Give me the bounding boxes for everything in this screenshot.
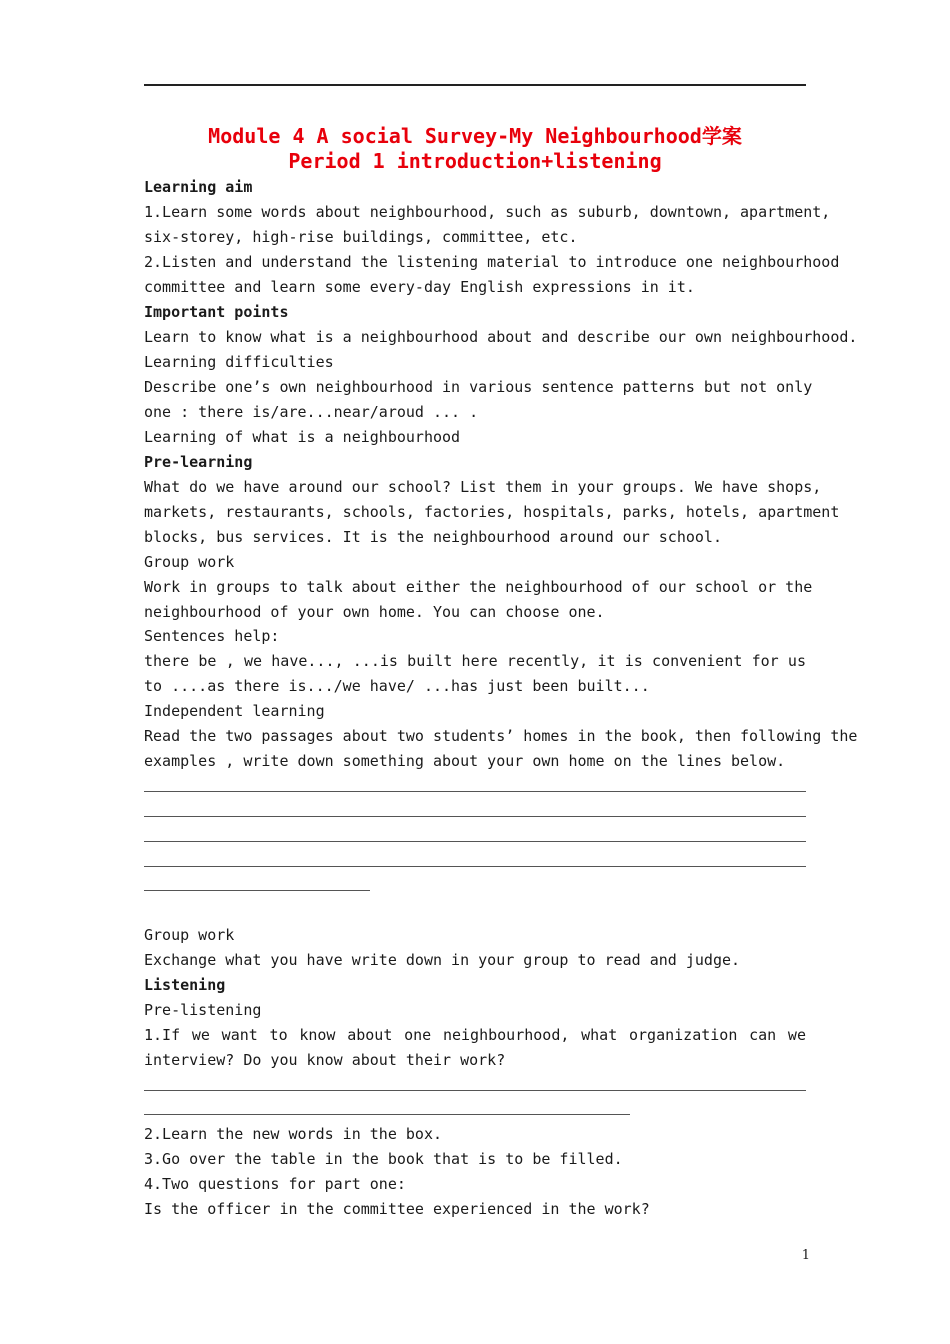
learning-of-neighbourhood: Learning of what is a neighbourhood (144, 428, 461, 446)
listening-question-3: 3.Go over the table in the book that is to be filled. (144, 1150, 623, 1168)
answer-line[interactable] (144, 1090, 806, 1091)
group-work-heading: Group work (144, 553, 235, 571)
sentences-help-line-1: there be , we have..., ...is built here recently, it is convenient for us (144, 652, 806, 670)
pre-learning-heading: Pre-learning (144, 453, 253, 471)
learning-aim-heading: Learning aim (144, 178, 253, 196)
independent-learning-line-1: Read the two passages about two students’ homes in the book, then following the (144, 727, 858, 745)
pre-learning-line-1: What do we have around our school? List them in your groups. We have shops, (144, 478, 822, 496)
independent-learning-line-2: examples , write down something about your own home on the lines below. (144, 752, 786, 770)
answer-line[interactable] (144, 841, 806, 842)
group-work-line-2: neighbourhood of your own home. You can choose one. (144, 603, 605, 621)
answer-line[interactable] (144, 791, 806, 792)
answer-line[interactable] (144, 890, 370, 891)
answer-line[interactable] (144, 866, 806, 867)
header-rule (144, 84, 806, 86)
listening-question-4-sub: Is the officer in the committee experienced in the work? (144, 1200, 650, 1218)
learning-aim-item-2-line-1: 2.Listen and understand the listening material to introduce one neighbourhood (144, 253, 840, 271)
independent-learning-heading: Independent learning (144, 702, 325, 720)
pre-learning-line-2: markets, restaurants, schools, factories, hospitals, parks, hotels, apartment (144, 503, 840, 521)
learning-difficulties-line-2: one : there is/are...near/aroud ... . (144, 403, 479, 421)
listening-question-2: 2.Learn the new words in the box. (144, 1125, 443, 1143)
page-number: 1 (801, 1248, 810, 1263)
learning-aim-item-2-line-2: committee and learn some every-day English expressions in it. (144, 278, 695, 296)
pre-learning-line-3: blocks, bus services. It is the neighbourhood around our school. (144, 528, 722, 546)
learning-difficulties-line-1: Describe one’s own neighbourhood in various sentence patterns but not only (144, 378, 813, 396)
important-points-heading: Important points (144, 303, 289, 321)
important-points-text: Learn to know what is a neighbourhood about and describe our own neighbourhood. (144, 328, 858, 346)
page-subtitle: Period 1 introduction+listening (288, 149, 662, 173)
listening-heading: Listening (144, 976, 226, 994)
learning-aim-item-1-line-2: six-storey, high-rise buildings, committee, etc. (144, 228, 578, 246)
learning-difficulties-heading: Learning difficulties (144, 353, 334, 371)
learning-aim-item-1-line-1: 1.Learn some words about neighbourhood, such as suburb, downtown, apartment, (144, 203, 831, 221)
page-title: Module 4 A social Survey-My Neighbourhood学案 (208, 124, 742, 148)
listening-question-4: 4.Two questions for part one: (144, 1175, 406, 1193)
listening-question-1-line-1: 1.If we want to know about one neighbourhood, what organization can we (144, 1026, 806, 1044)
group-work-2-text: Exchange what you have write down in your group to read and judge. (144, 951, 741, 969)
pre-listening-heading: Pre-listening (144, 1001, 262, 1019)
listening-question-1-line-2: interview? Do you know about their work? (144, 1051, 506, 1069)
answer-line[interactable] (144, 816, 806, 817)
sentences-help-heading: Sentences help: (144, 627, 280, 645)
group-work-line-1: Work in groups to talk about either the neighbourhood of our school or the (144, 578, 813, 596)
group-work-2-heading: Group work (144, 926, 235, 944)
sentences-help-line-2: to ....as there is.../we have/ ...has just been built... (144, 677, 650, 695)
answer-line[interactable] (144, 1114, 630, 1115)
